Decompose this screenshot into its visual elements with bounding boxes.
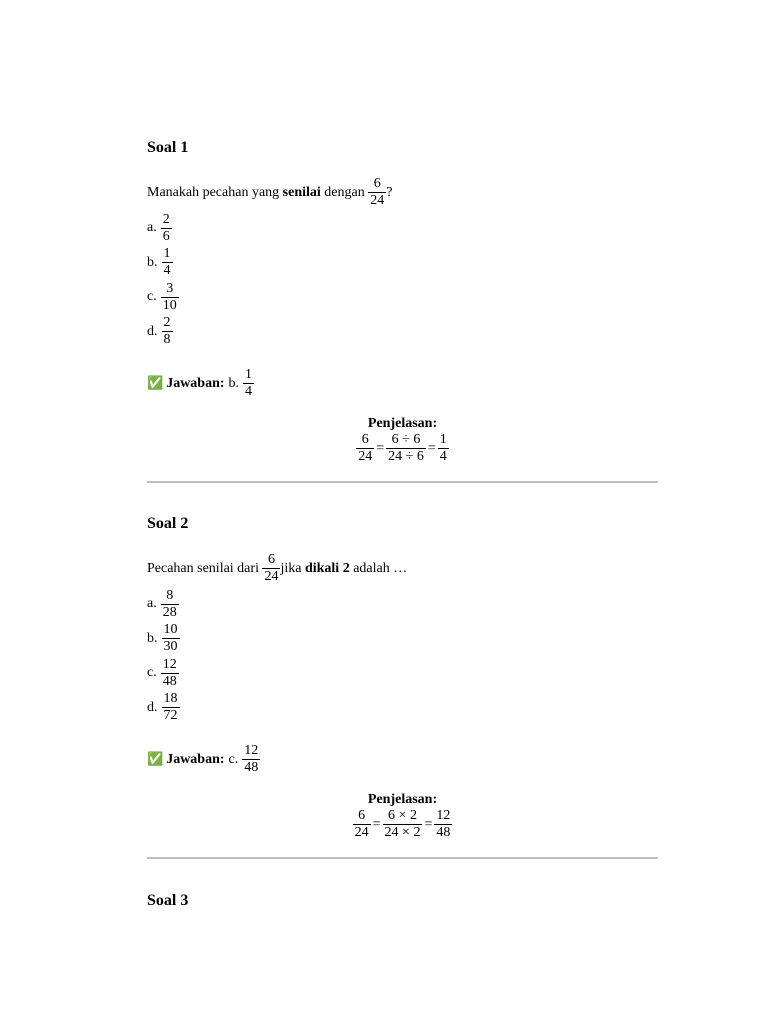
check-icon: ✅ xyxy=(147,752,164,767)
check-icon: ✅ xyxy=(147,376,164,391)
equation: $\frac{6}{24}$ = $\frac{6 \times 2}{24 \times 2}$ = $\frac{12}{48}$ xyxy=(354,808,451,840)
option-c: c. $\frac{12}{48}$ xyxy=(147,656,177,689)
divider xyxy=(147,481,658,483)
question-text: Manakah pecahan yang senilai dengan $\frac{6}{24}$ ? xyxy=(147,176,393,208)
option-b: b. $\frac{10}{30}$ xyxy=(147,622,178,655)
question-title: Soal 3 xyxy=(147,892,189,909)
equation: $\frac{6}{24}$ = $\frac{6 \div 6}{24 \div 6}$ = $\frac{1}{4}$ xyxy=(358,432,447,464)
question-3 xyxy=(147,891,658,911)
option-a: a. $\frac{2}{6}$ xyxy=(147,211,170,244)
question-text: Pecahan senilai dari $\frac{6}{24}$ jika dikali 2 adalah … xyxy=(147,552,408,584)
explanation: Penjelasan: $\frac{6}{24}$ = $\frac{6 \div 6}{24 \div 6}$ = $\frac{1}{4}$ xyxy=(358,416,447,464)
options-list xyxy=(147,587,658,725)
answer: ✅ Jawaban: b. $\frac{1}{4}$ xyxy=(147,367,253,399)
question-2 xyxy=(147,514,658,859)
options-list xyxy=(147,211,658,349)
option-d: d. $\frac{2}{8}$ xyxy=(147,315,171,348)
explanation: Penjelasan: $\frac{6}{24}$ = $\frac{6 \times 2}{24 \times 2}$ = $\frac{12}{48}$ xyxy=(354,792,451,840)
divider xyxy=(147,857,658,859)
answer: ✅ Jawaban: c. $\frac{12}{48}$ xyxy=(147,743,259,775)
content xyxy=(147,138,658,911)
fraction: $\frac{6}{24}$ xyxy=(370,176,385,208)
fraction: $\frac{6}{24}$ xyxy=(264,552,279,584)
question-1 xyxy=(147,138,658,483)
option-d: d. $\frac{18}{72}$ xyxy=(147,691,178,724)
option-c: c. $\frac{3}{10}$ xyxy=(147,280,177,313)
option-a: a. $\frac{8}{28}$ xyxy=(147,587,177,620)
question-title: Soal 1 xyxy=(147,139,189,156)
question-title: Soal 2 xyxy=(147,515,189,532)
option-b: b. $\frac{1}{4}$ xyxy=(147,246,171,279)
